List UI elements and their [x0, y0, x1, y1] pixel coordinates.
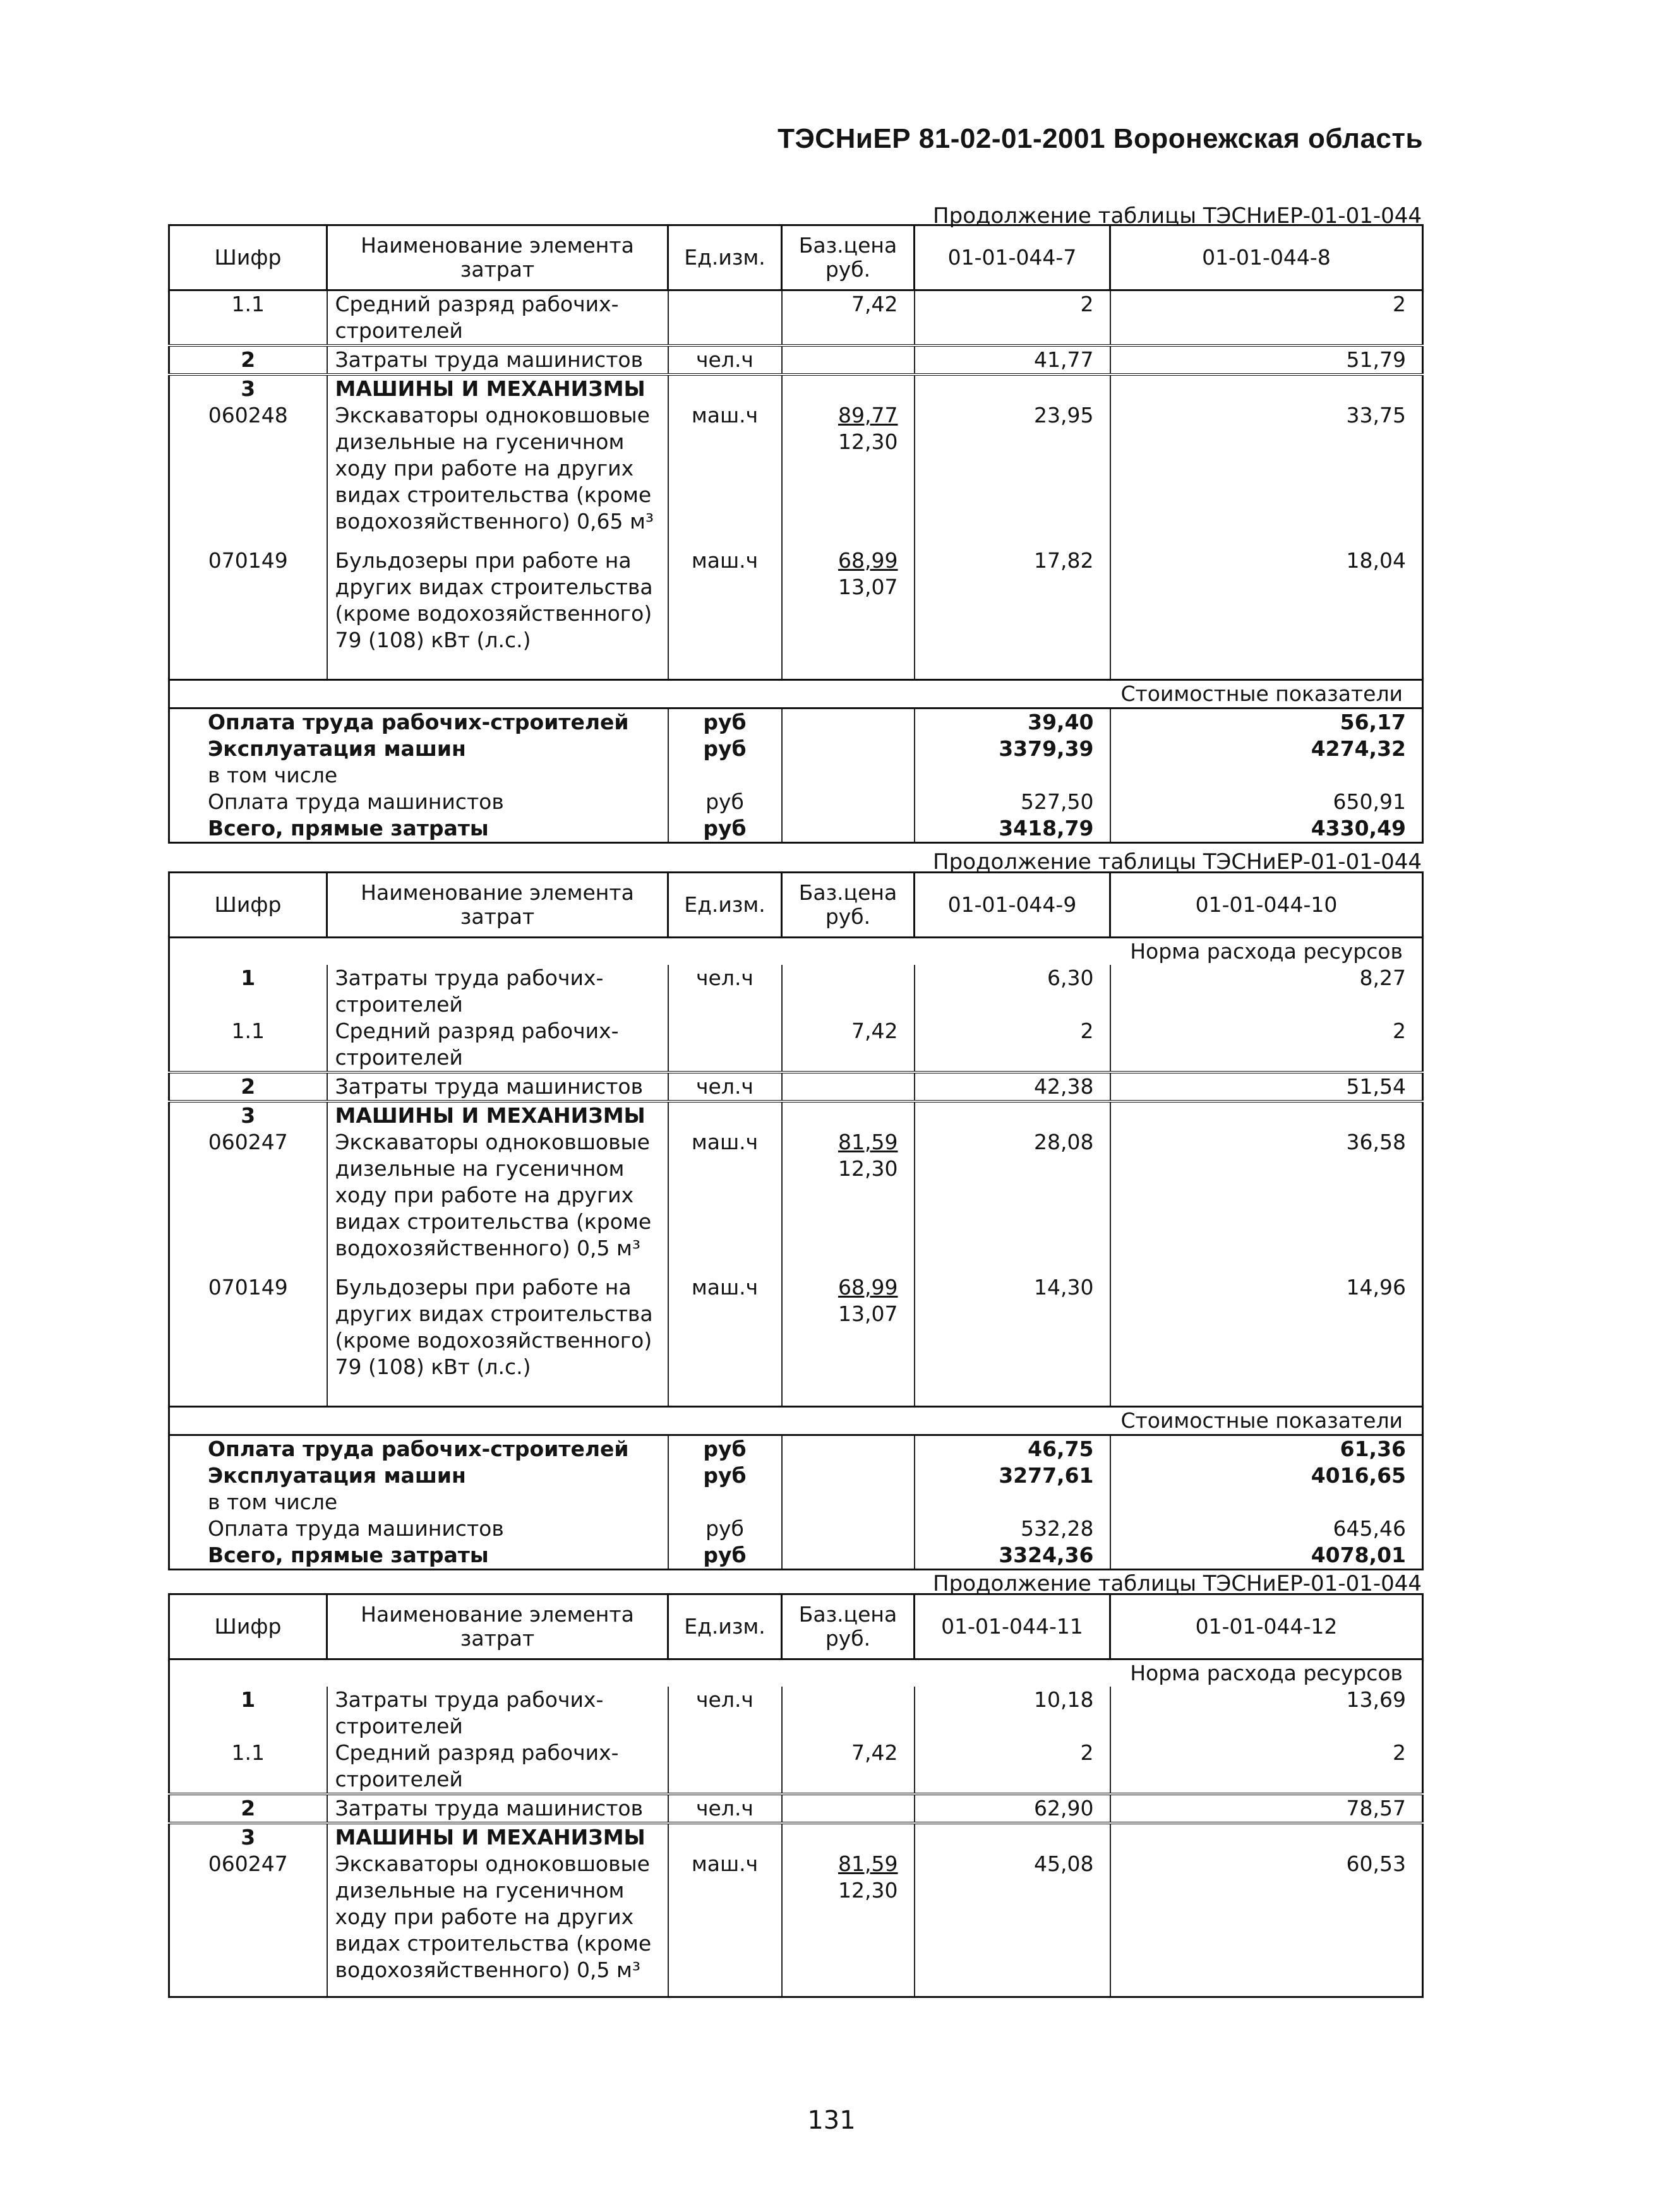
table-row — [169, 290, 1423, 346]
cost-value-a: 3324,36 — [999, 1543, 1094, 1567]
table-continuation-caption: Продолжение таблицы ТЭСНиЕР-01-01-044 — [933, 203, 1422, 229]
row-unit: маш.ч — [691, 548, 759, 573]
table-header-row — [169, 225, 1423, 290]
cost-name: Всего, прямые затраты — [208, 816, 489, 840]
cost-value-b: 4016,65 — [1311, 1463, 1406, 1488]
document-header-title: ТЭСНиЕР 81-02-01-2001 Воронежская область — [777, 123, 1423, 154]
row-value-a: 41,77 — [1034, 347, 1094, 372]
row-value-b: 33,75 — [1346, 403, 1406, 427]
row-value-b: 2 — [1393, 292, 1406, 316]
row-code: 1.1 — [231, 1740, 265, 1765]
table-row — [169, 374, 1423, 402]
table-continuation-caption: Продолжение таблицы ТЭСНиЕР-01-01-044 — [933, 1571, 1422, 1596]
row-price: 81,59 — [838, 1130, 898, 1154]
cost-name: Всего, прямые затраты — [208, 1543, 489, 1567]
table-row — [169, 1823, 1423, 1851]
cost-value-b: 650,91 — [1333, 789, 1406, 814]
row-code: 2 — [241, 347, 256, 372]
row-value-b: 2 — [1393, 1740, 1406, 1765]
row-code: 2 — [241, 1074, 256, 1099]
row-price-secondary: 13,07 — [838, 575, 898, 599]
table-row — [169, 1129, 1423, 1274]
row-value-b: 78,57 — [1346, 1796, 1406, 1820]
row-unit: чел.ч — [696, 1074, 753, 1099]
cost-value-a: 532,28 — [1021, 1516, 1094, 1541]
norm-band-row — [169, 938, 1423, 966]
row-name: Экскаваторы одноковшовые дизельные на гусеничном ходу при работе на других видах строительства (кроме водохозяйственного) 0,5 м³ — [335, 1130, 652, 1260]
header-unit: Ед.изм. — [684, 245, 765, 270]
row-price: 68,99 — [838, 1275, 898, 1300]
table-row — [169, 1687, 1423, 1740]
row-code: 060248 — [208, 403, 288, 427]
row-price-secondary: 12,30 — [838, 429, 898, 454]
table-row — [169, 1101, 1423, 1129]
header-norm-a: 01-01-044-11 — [941, 1614, 1083, 1639]
cost-row — [169, 1435, 1423, 1463]
header-price: Баз.цена руб. — [798, 880, 898, 929]
row-price: 68,99 — [838, 548, 898, 573]
norm-band-label: Норма расхода ресурсов — [1130, 1661, 1403, 1685]
row-unit: чел.ч — [696, 347, 753, 372]
cost-name: Эксплуатация машин — [208, 1463, 466, 1488]
table-continuation-caption: Продолжение таблицы ТЭСНиЕР-01-01-044 — [933, 849, 1422, 875]
row-value-a: 10,18 — [1034, 1687, 1094, 1712]
header-norm-b: 01-01-044-12 — [1195, 1614, 1338, 1639]
cost-row — [169, 1489, 1423, 1516]
table-row — [169, 1018, 1423, 1072]
header-price: Баз.цена руб. — [798, 233, 898, 282]
table-row — [169, 1072, 1423, 1101]
cost-value-b: 4274,32 — [1311, 736, 1406, 761]
cost-value-b: 645,46 — [1333, 1516, 1406, 1541]
norm-band-row — [169, 1659, 1423, 1687]
row-price: 7,42 — [851, 1740, 898, 1765]
row-value-a: 2 — [1080, 1740, 1094, 1765]
table-row — [169, 1740, 1423, 1794]
row-value-a: 28,08 — [1034, 1130, 1094, 1154]
cost-value-b: 56,17 — [1340, 710, 1406, 734]
cost-row — [169, 736, 1423, 762]
cost-band-row — [169, 680, 1423, 708]
row-price: 7,42 — [851, 292, 898, 316]
row-unit: маш.ч — [691, 403, 759, 427]
cost-unit: руб — [703, 736, 747, 761]
row-code: 3 — [241, 1825, 256, 1850]
cost-value-b: 61,36 — [1340, 1437, 1406, 1461]
row-name: Средний разряд рабочих-строителей — [335, 292, 619, 343]
row-price: 81,59 — [838, 1851, 898, 1876]
row-value-a: 14,30 — [1034, 1275, 1094, 1300]
cost-band-label: Стоимостные показатели — [1120, 1408, 1403, 1433]
cost-row — [169, 789, 1423, 815]
row-value-b: 36,58 — [1346, 1130, 1406, 1154]
row-value-b: 51,79 — [1346, 347, 1406, 372]
table-row — [169, 345, 1423, 374]
row-unit: маш.ч — [691, 1275, 759, 1300]
cost-unit: руб — [705, 789, 744, 814]
row-value-a: 45,08 — [1034, 1851, 1094, 1876]
table-header-row — [169, 873, 1423, 938]
cost-unit: руб — [705, 1516, 744, 1541]
cost-value-a: 39,40 — [1028, 710, 1094, 734]
row-code: 1.1 — [231, 1019, 265, 1043]
row-value-a: 42,38 — [1034, 1074, 1094, 1099]
cost-value-b: 4330,49 — [1311, 816, 1406, 840]
row-price-secondary: 12,30 — [838, 1878, 898, 1903]
cost-row — [169, 1462, 1423, 1489]
row-name: Затраты труда рабочих-строителей — [335, 1687, 604, 1738]
row-code: 1 — [241, 1687, 256, 1712]
spacer-row — [169, 666, 1423, 680]
table-row — [169, 1851, 1423, 1997]
row-value-b: 8,27 — [1359, 966, 1406, 990]
row-name: Экскаваторы одноковшовые дизельные на гусеничном ходу при работе на других видах строительства (кроме водохозяйственного) 0,65 м³ — [335, 403, 654, 534]
row-value-b: 60,53 — [1346, 1851, 1406, 1876]
cost-band-label: Стоимостные показатели — [1120, 681, 1403, 706]
row-code: 3 — [241, 376, 256, 401]
row-code: 060247 — [208, 1851, 288, 1876]
header-name: Наименование элемента затрат — [361, 1602, 634, 1651]
row-name: Бульдозеры при работе на других видах строительства (кроме водохозяйственного) 79 (108) кВт (л.с.) — [335, 1275, 653, 1379]
row-value-b: 14,96 — [1346, 1275, 1406, 1300]
resource-norm-table — [168, 871, 1424, 1570]
cost-unit: руб — [703, 816, 747, 840]
row-code: 060247 — [208, 1130, 288, 1154]
cost-unit: руб — [703, 1437, 747, 1461]
row-name: МАШИНЫ И МЕХАНИЗМЫ — [335, 1103, 645, 1128]
cost-value-a: 527,50 — [1021, 789, 1094, 814]
cost-name: Эксплуатация машин — [208, 736, 466, 761]
resource-norm-table — [168, 1593, 1424, 1998]
cost-name: Оплата труда рабочих-строителей — [208, 710, 629, 734]
row-name: Затраты труда машинистов — [335, 1074, 644, 1099]
row-unit: маш.ч — [691, 1851, 759, 1876]
row-code: 1.1 — [231, 292, 265, 316]
header-norm-a: 01-01-044-9 — [947, 892, 1077, 917]
row-name: Экскаваторы одноковшовые дизельные на гусеничном ходу при работе на других видах строительства (кроме водохозяйственного) 0,5 м³ — [335, 1851, 652, 1982]
row-value-b: 18,04 — [1346, 548, 1406, 573]
cost-value-a: 46,75 — [1028, 1437, 1094, 1461]
cost-name: Оплата труда рабочих-строителей — [208, 1437, 629, 1461]
row-name: Средний разряд рабочих-строителей — [335, 1740, 619, 1791]
row-value-a: 17,82 — [1034, 548, 1094, 573]
row-code: 070149 — [208, 548, 288, 573]
row-unit: чел.ч — [696, 966, 753, 990]
row-value-b: 2 — [1393, 1019, 1406, 1043]
row-name: Средний разряд рабочих-строителей — [335, 1019, 619, 1070]
row-value-b: 13,69 — [1346, 1687, 1406, 1712]
header-price: Баз.цена руб. — [798, 1602, 898, 1651]
row-unit: маш.ч — [691, 1130, 759, 1154]
cost-value-a: 3379,39 — [999, 736, 1094, 761]
header-name: Наименование элемента затрат — [361, 880, 634, 929]
row-value-a: 62,90 — [1034, 1796, 1094, 1820]
row-name: Затраты труда машинистов — [335, 1796, 644, 1820]
cost-value-b: 4078,01 — [1311, 1543, 1406, 1567]
cost-unit: руб — [703, 710, 747, 734]
resource-norm-table — [168, 224, 1424, 844]
header-norm-a: 01-01-044-7 — [947, 245, 1077, 270]
row-name: Затраты труда машинистов — [335, 347, 644, 372]
row-price: 89,77 — [838, 403, 898, 427]
cost-value-a: 3418,79 — [999, 816, 1094, 840]
page-number: 131 — [807, 2106, 856, 2135]
cost-value-a: 3277,61 — [999, 1463, 1094, 1488]
row-code: 070149 — [208, 1275, 288, 1300]
row-price-secondary: 13,07 — [838, 1301, 898, 1326]
row-name: Затраты труда рабочих-строителей — [335, 966, 604, 1017]
row-value-a: 6,30 — [1047, 966, 1094, 990]
row-price: 7,42 — [851, 1019, 898, 1043]
header-unit: Ед.изм. — [684, 892, 765, 917]
header-norm-b: 01-01-044-8 — [1202, 245, 1331, 270]
cost-row — [169, 1516, 1423, 1542]
header-name: Наименование элемента затрат — [361, 233, 634, 282]
cost-name: в том числе — [208, 763, 338, 787]
row-unit: чел.ч — [696, 1687, 753, 1712]
header-norm-b: 01-01-044-10 — [1195, 892, 1338, 917]
row-name: Бульдозеры при работе на других видах строительства (кроме водохозяйственного) 79 (108) кВт (л.с.) — [335, 548, 653, 652]
table-row — [169, 965, 1423, 1018]
row-value-a: 23,95 — [1034, 403, 1094, 427]
header-unit: Ед.изм. — [684, 1614, 765, 1639]
row-code: 2 — [241, 1796, 256, 1820]
table-header-row — [169, 1594, 1423, 1659]
spacer-row — [169, 1393, 1423, 1407]
row-value-a: 2 — [1080, 292, 1094, 316]
row-value-a: 2 — [1080, 1019, 1094, 1043]
row-unit: чел.ч — [696, 1796, 753, 1820]
cost-row — [169, 1542, 1423, 1570]
table-row — [169, 1274, 1423, 1393]
table-row — [169, 547, 1423, 666]
cost-row — [169, 708, 1423, 736]
table-row — [169, 1794, 1423, 1823]
row-value-b: 51,54 — [1346, 1074, 1406, 1099]
cost-unit: руб — [703, 1463, 747, 1488]
cost-row — [169, 815, 1423, 843]
norm-band-label: Норма расхода ресурсов — [1130, 939, 1403, 964]
header-code: Шифр — [214, 1614, 282, 1639]
row-price-secondary: 12,30 — [838, 1156, 898, 1181]
cost-unit: руб — [703, 1543, 747, 1567]
cost-name: Оплата труда машинистов — [208, 789, 504, 814]
cost-row — [169, 762, 1423, 789]
header-code: Шифр — [214, 892, 282, 917]
header-code: Шифр — [214, 245, 282, 270]
table-row — [169, 402, 1423, 547]
cost-name: в том числе — [208, 1490, 338, 1514]
row-code: 1 — [241, 966, 256, 990]
cost-name: Оплата труда машинистов — [208, 1516, 504, 1541]
row-name: МАШИНЫ И МЕХАНИЗМЫ — [335, 376, 645, 401]
row-name: МАШИНЫ И МЕХАНИЗМЫ — [335, 1825, 645, 1850]
cost-band-row — [169, 1407, 1423, 1435]
row-code: 3 — [241, 1103, 256, 1128]
